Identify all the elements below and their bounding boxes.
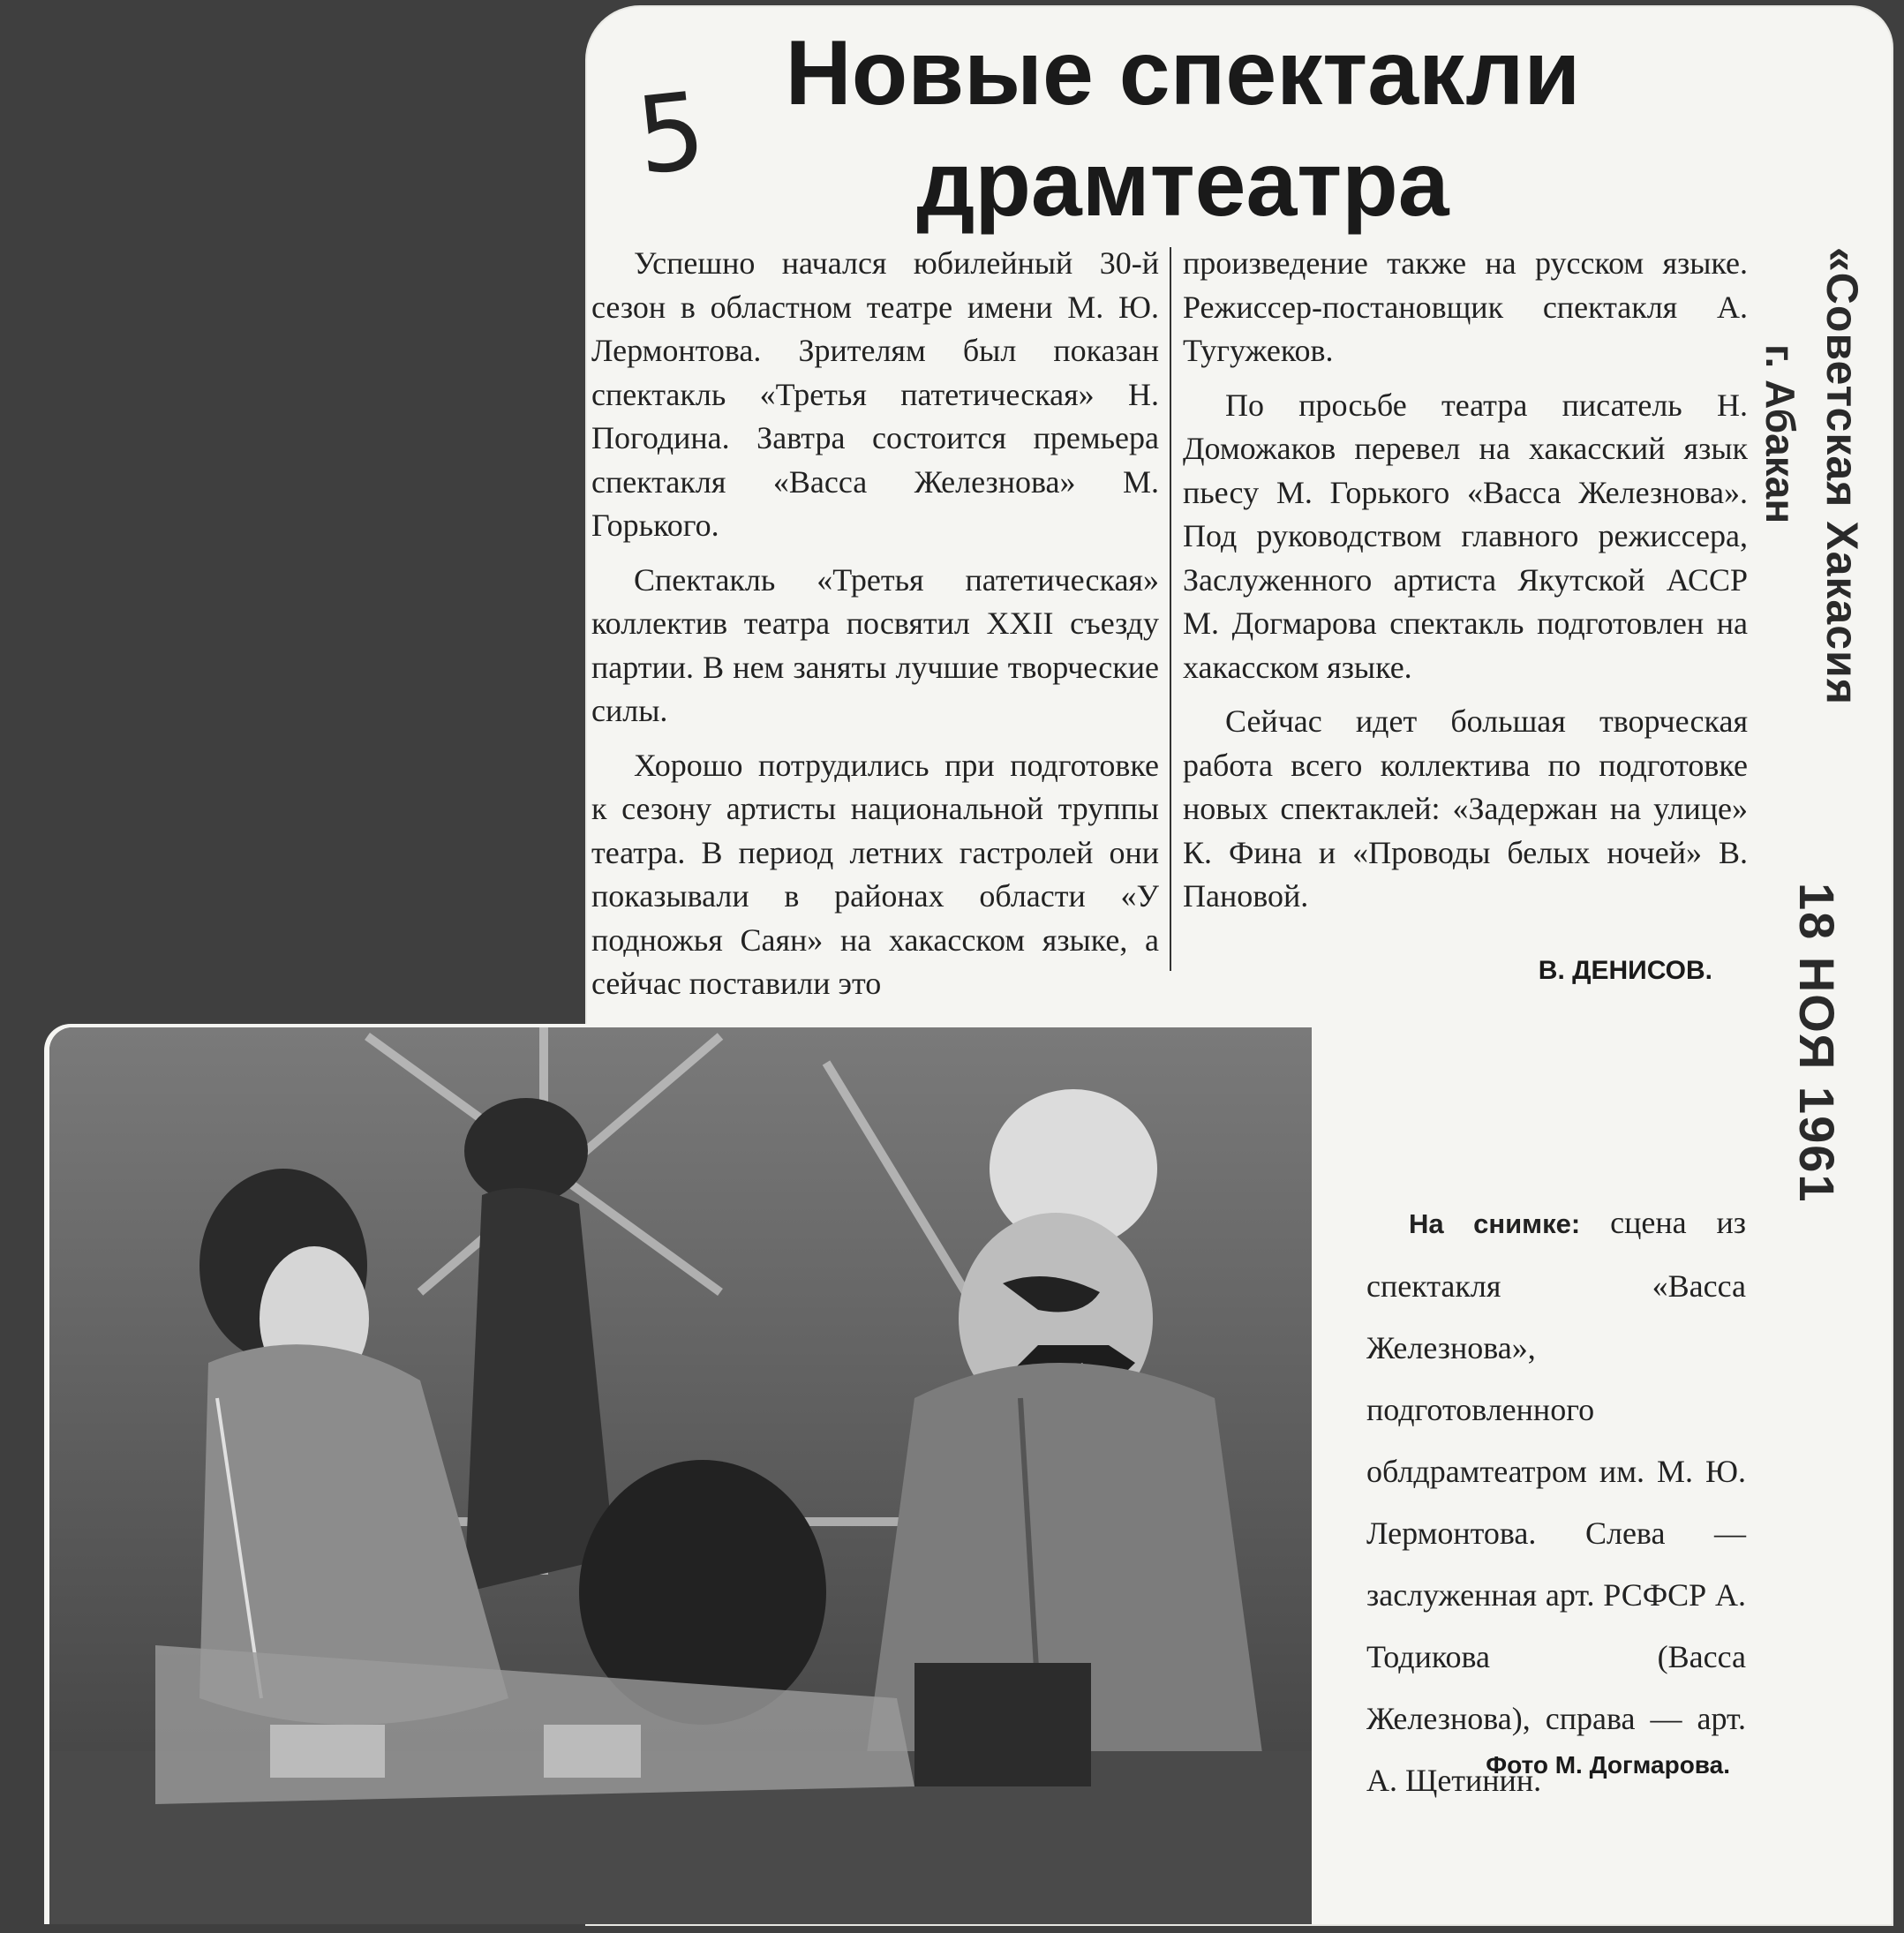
caption-text: сцена из спектакля «Васса Железнова», подготовленного облдрамтеатром им. М. Ю. Лермонтова. Слева — заслуженная арт. РСФСР А. Тодикова (Васса Железнова), справа — арт. А. Щетинин.	[1366, 1205, 1746, 1798]
article-paragraph: По просьбе театра писатель Н. Доможаков перевел на хакасский язык пьесу М. Горького «Васса Железнова». Под руководством главного режиссера, Заслуженного артиста Якутской АССР М. Догмарова спектакль подготовлен на хакасском языке.	[1183, 387, 1748, 685]
stamp-city: г. Абакан	[1757, 344, 1803, 524]
article-paragraph: Спектакль «Третья патетическая» коллектив театра посвятил XXII съезду партии. В нем заняты лучшие творческие силы.	[591, 561, 1159, 728]
stamp-date: 18 НОЯ 1961	[1789, 883, 1845, 1204]
article-author: В. ДЕНИСОВ.	[1538, 956, 1712, 985]
article-left-column	[591, 242, 1159, 1017]
headline-line-1: Новые спектакли	[785, 22, 1581, 124]
stamp-newspaper: «Советская Хакасия	[1817, 247, 1867, 705]
scene-photo	[49, 1027, 1312, 1924]
article-right-column	[1183, 242, 1748, 929]
article-paragraph: произведение также на русском языке. Режиссер-постановщик спектакля А. Тугужеков.	[1183, 245, 1748, 368]
column-divider	[1170, 247, 1171, 971]
photo-caption	[1366, 1192, 1746, 1811]
handwritten-number: 5	[630, 70, 711, 199]
scene-photo-image	[49, 1027, 1312, 1924]
source-stamp	[1757, 247, 1898, 1448]
article-paragraph: Сейчас идет большая творческая работа всего коллектива по подготовке новых спектаклей: «Задержан на улице» К. Фина и «Проводы белых ночей» В. Пановой.	[1183, 703, 1748, 914]
caption-lead: На снимке:	[1409, 1208, 1581, 1239]
article-paragraph: Хорошо потрудились при подготовке к сезону артисты национальной труппы театра. В период летних гастролей они показывали в районах области «У подножья Саян» на хакасском языке, а сейчас поставили это	[591, 747, 1159, 1001]
photo-credit: Фото М. Догмарова.	[1486, 1751, 1730, 1779]
headline	[759, 18, 1607, 240]
article-paragraph: Успешно начался юбилейный 30-й сезон в областном театре имени М. Ю. Лермонтова. Зрителям был показан спектакль «Третья патетическая» Н. Погодина. Завтра состоится премьера спектакля «Васса Железнова» М. Горького.	[591, 245, 1159, 543]
headline-line-2: драмтеатра	[916, 133, 1449, 236]
